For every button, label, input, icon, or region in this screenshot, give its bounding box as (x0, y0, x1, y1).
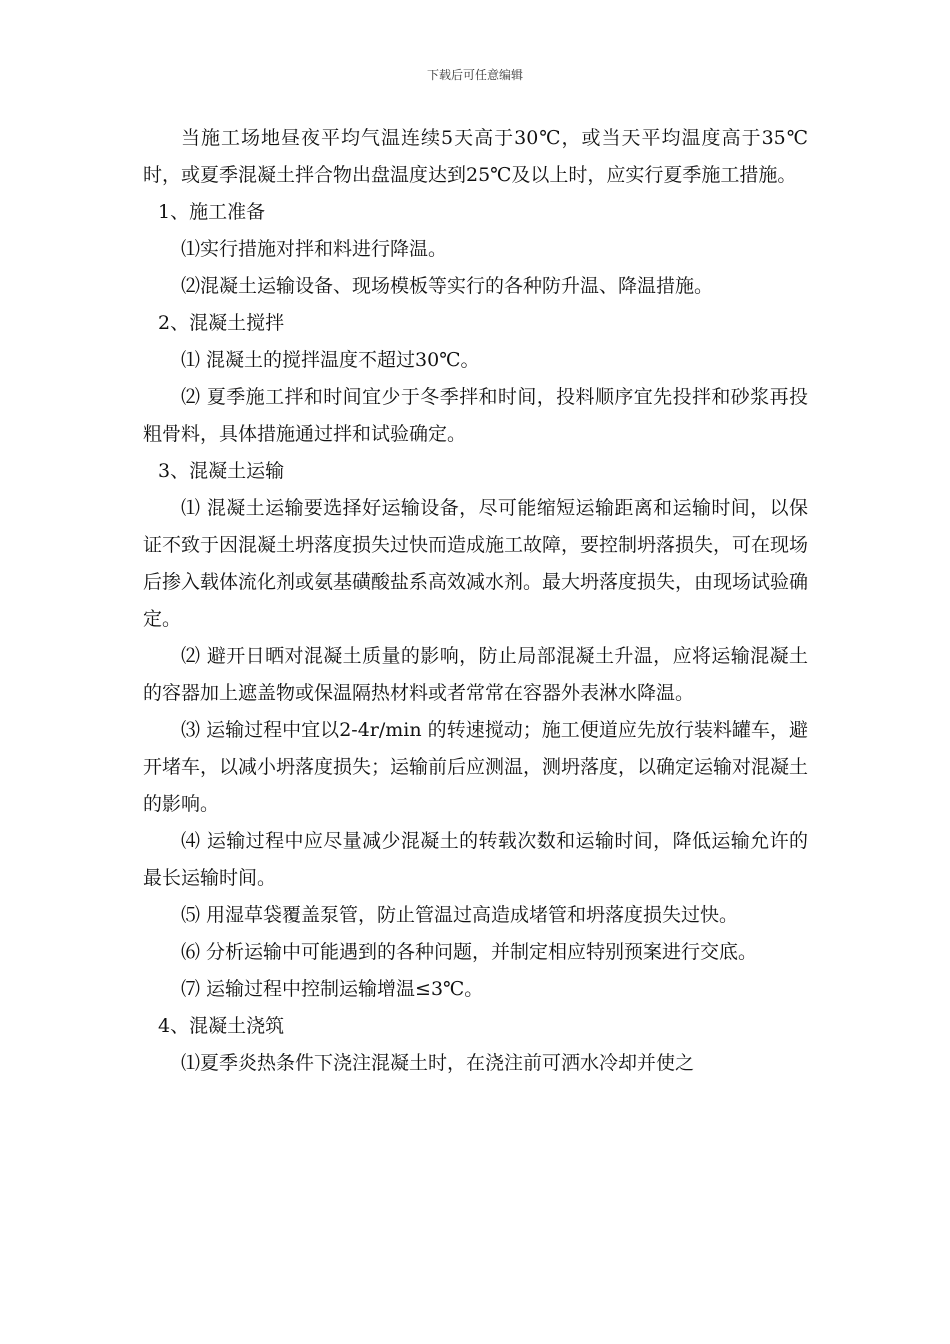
section-heading-1: 1、施工准备 (158, 201, 266, 223)
paragraph-2-1: ⑴ 混凝土的搅拌温度不超过30℃。 (181, 349, 480, 371)
paragraph-3-3: ⑶ 运输过程中宜以2-4r/min 的转速搅动；施工便道应先放行装料罐车，避开堵车，以减小坍落度损失；运输前后应测温，测坍落度，以确定运输对混凝土的影响。 (143, 719, 809, 815)
document-body (143, 120, 808, 1082)
paragraph-3-2: ⑵ 避开日晒对混凝土质量的影响，防止局部混凝土升温，应将运输混凝土的容器加上遮盖物或保温隔热材料或者常常在容器外表淋水降温。 (143, 645, 808, 704)
paragraph-4-1: ⑴夏季炎热条件下浇注混凝土时，在浇注前可洒水冷却并使之 (181, 1052, 695, 1074)
header-note: 下载后可任意编辑 (426, 68, 523, 82)
paragraph-intro: 当施工场地昼夜平均气温连续5天高于30℃，或当天平均温度高于35℃时，或夏季混凝土拌合物出盘温度达到25℃及以上时，应实行夏季施工措施。 (143, 127, 808, 186)
paragraph-3-7: ⑺ 运输过程中控制运输增温≤3℃。 (181, 978, 484, 1000)
paragraph-1-1: ⑴实行措施对拌和料进行降温。 (181, 238, 448, 260)
paragraph-3-5: ⑸ 用湿草袋覆盖泵管，防止管温过高造成堵管和坍落度损失过快。 (181, 904, 739, 926)
section-heading-2: 2、混凝土搅拌 (158, 312, 285, 334)
section-heading-3: 3、混凝土运输 (158, 460, 285, 482)
paragraph-3-1: ⑴ 混凝土运输要选择好运输设备，尽可能缩短运输距离和运输时间，以保证不致于因混凝土坍落度损失过快而造成施工故障，要控制坍落损失，可在现场后掺入载体流化剂或氨基磺酸盐系高效减水剂。最大坍落度损失，由现场试验确定。 (143, 497, 809, 630)
paragraph-3-6: ⑹ 分析运输中可能遇到的各种问题，并制定相应特别预案进行交底。 (181, 941, 758, 963)
section-heading-4: 4、混凝土浇筑 (158, 1015, 285, 1037)
paragraph-2-2: ⑵ 夏季施工拌和时间宜少于冬季拌和时间，投料顺序宜先投拌和砂浆再投粗骨料，具体措施通过拌和试验确定。 (143, 386, 808, 445)
paragraph-3-4: ⑷ 运输过程中应尽量减少混凝土的转载次数和运输时间，降低运输允许的最长运输时间。 (143, 830, 808, 889)
paragraph-1-2: ⑵混凝土运输设备、现场模板等实行的各种防升温、降温措施。 (181, 275, 714, 297)
